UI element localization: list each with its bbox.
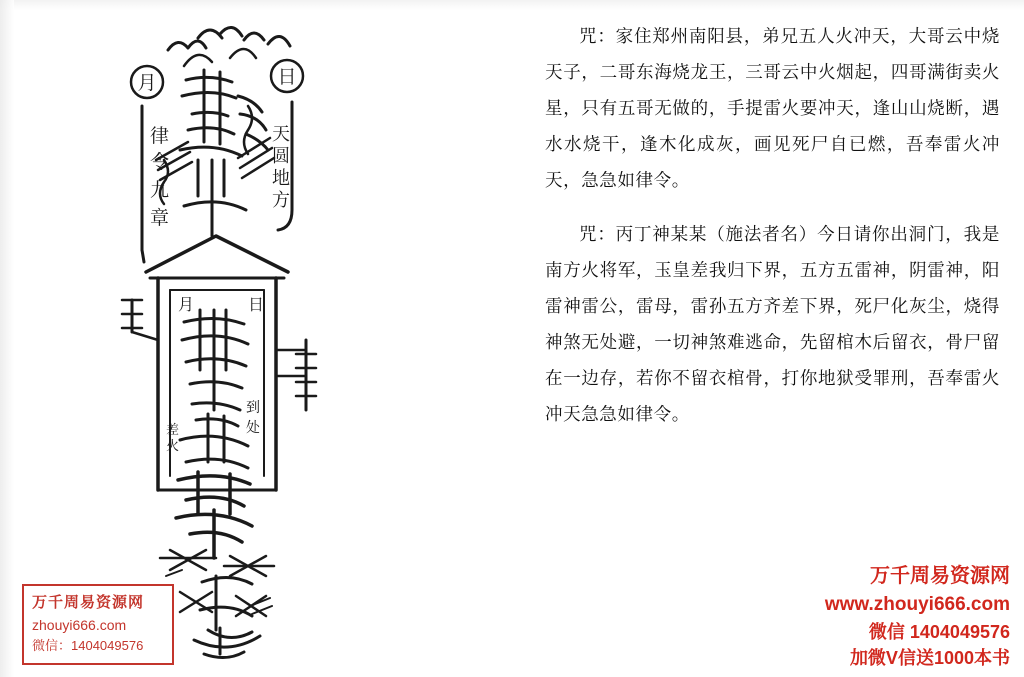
talisman-drawing bbox=[120, 10, 420, 660]
svg-text:圆: 圆 bbox=[272, 146, 290, 166]
svg-text:九: 九 bbox=[150, 180, 170, 201]
watermark-site-name: 万千周易资源网 bbox=[32, 594, 145, 611]
svg-text:地: 地 bbox=[272, 168, 290, 188]
watermark-right-promo: 加微V信送1000本书 bbox=[849, 647, 1010, 668]
svg-text:日: 日 bbox=[277, 67, 297, 88]
svg-text:处: 处 bbox=[246, 421, 260, 436]
svg-text:月: 月 bbox=[137, 73, 157, 94]
svg-text:章: 章 bbox=[150, 208, 170, 229]
paragraph-2: 咒：丙丁神某某（施法者名）今日请你出洞门，我是南方火将军，玉皇差我归下界，五方五雷神，阴雷神，阳雷神雷公，雷母，雷孙五方齐差下界，死尸化灰尘，烧得神煞无处避，一切神煞难逃命，先留棺木后留衣，骨尸留在一边存，若你不留衣棺骨，打你地狱受罪刑，吾奉雷火冲天急急如律令。 bbox=[545, 224, 1000, 424]
watermark-wechat: 微信：1404049576 bbox=[32, 637, 144, 653]
svg-text:令: 令 bbox=[150, 152, 170, 173]
svg-text:方: 方 bbox=[272, 190, 290, 210]
talisman-figure bbox=[120, 10, 420, 660]
svg-text:火: 火 bbox=[166, 438, 180, 453]
watermark-box-left bbox=[22, 584, 174, 665]
svg-text:天: 天 bbox=[272, 124, 290, 144]
paragraph-1: 咒：家住郑州南阳县，弟兄五人火冲天，大哥云中烧天子，二哥东海烧龙王，三哥云中火烟起，四哥满街卖火星，只有五哥无做的，手提雷火要冲天，逢山山烧断，遇水水烧干，逢木化成灰，画见死尸自已燃，吾奉雷火冲天，急急如律令。 bbox=[545, 26, 1000, 190]
watermark-right bbox=[825, 562, 1010, 671]
svg-text:到: 到 bbox=[246, 401, 260, 416]
watermark-right-url: www.zhouyi666.com bbox=[824, 594, 1010, 616]
svg-text:月: 月 bbox=[178, 297, 195, 314]
svg-text:日: 日 bbox=[248, 297, 265, 314]
svg-text:律: 律 bbox=[150, 126, 170, 147]
watermark-right-site-name: 万千周易资源网 bbox=[870, 565, 1010, 588]
watermark-url: zhouyi666.com bbox=[32, 616, 127, 633]
body-text-column bbox=[545, 18, 1000, 438]
svg-text:差: 差 bbox=[166, 422, 180, 437]
watermark-right-wechat: 微信 1404049576 bbox=[868, 621, 1010, 642]
